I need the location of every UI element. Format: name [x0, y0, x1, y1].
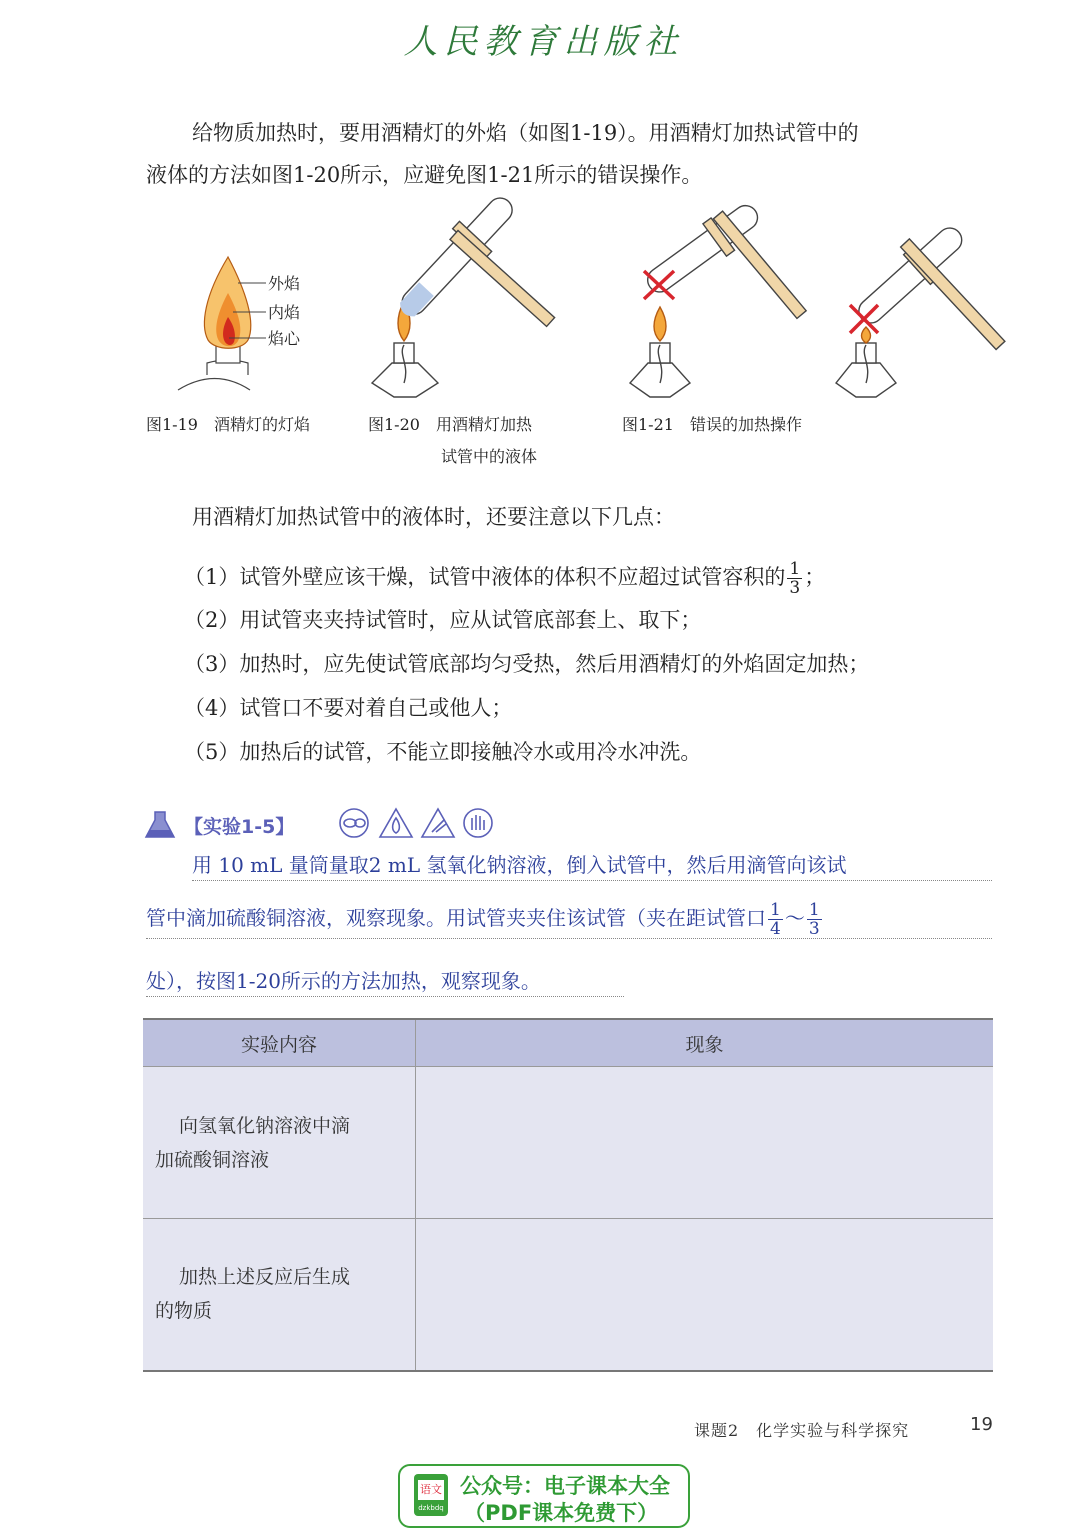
table-header-row	[143, 1019, 993, 1067]
wash-hands-icon	[464, 809, 492, 837]
intro-line-1: 给物质加热时，要用酒精灯的外焰（如图1-19）。用酒精灯加热试管中的	[192, 121, 859, 145]
wrong-heating-diagram-2	[836, 217, 1005, 397]
table-row	[143, 1067, 993, 1219]
note-item-1: （1）试管外壁应该干燥，试管中液体的体积不应超过试管容积的 $\frac{1}{3}$ ；	[184, 559, 826, 598]
caption-fig-1-21: 图1-21 错误的加热操作	[622, 415, 802, 434]
flask-icon	[144, 810, 176, 840]
table-cell-content: 向氢氧化钠溶液中滴 加硫酸铜溶液	[143, 1067, 416, 1219]
label-inner-flame: 内焰	[268, 303, 301, 322]
fraction-one-quarter: $\frac{1}{4}$	[770, 900, 781, 939]
experiment-line-2: 管中滴加硫酸铜溶液，观察现象。用试管夹夹住该试管（夹在距试管口 $\frac{1}{4}$ ～ $\frac{1}{3}$	[146, 900, 992, 939]
badge-line-1: 公众号：电子课本大全	[460, 1474, 670, 1498]
book-icon: 语文 dzkbdq	[414, 1474, 448, 1516]
hot-warning-icon	[422, 809, 454, 837]
caption-fig-1-20-line-2: 试管中的液体	[441, 447, 538, 466]
publisher-logo: 人民教育出版社	[403, 22, 684, 62]
table-cell-phenomenon[interactable]	[416, 1219, 994, 1371]
label-outer-flame: 外焰	[268, 274, 301, 293]
note-item-3: （3）加热时，应先使试管底部均匀受热，然后用酒精灯的外焰固定加热；	[184, 652, 870, 676]
intro-line-2: 液体的方法如图1-20所示，应避免图1-21所示的错误操作。	[146, 163, 703, 187]
notes-intro: 用酒精灯加热试管中的液体时，还要注意以下几点：	[192, 505, 675, 529]
wrong-heating-diagram-1	[630, 195, 806, 397]
figure-illustrations	[0, 195, 1087, 425]
table-header-content: 实验内容	[143, 1019, 416, 1067]
caption-fig-1-20-line-1: 图1-20 用酒精灯加热	[368, 415, 532, 434]
goggles-icon	[340, 809, 368, 837]
page-number: 19	[970, 1414, 993, 1435]
note-item-5: （5）加热后的试管，不能立即接触冷水或用冷水冲洗。	[184, 740, 702, 764]
table-cell-phenomenon[interactable]	[416, 1067, 994, 1219]
correct-heating-diagram	[372, 195, 555, 397]
badge-line-2: （PDF课本免费下）	[464, 1501, 659, 1525]
flame-diagram	[178, 257, 266, 390]
fraction-one-third-b: $\frac{1}{3}$	[808, 900, 820, 939]
experiment-line-1: 用 10 mL 量筒量取2 mL 氢氧化钠溶液，倒入试管中，然后用滴管向该试	[192, 850, 992, 881]
fraction-one-third: $\frac{1}{3}$	[789, 559, 801, 598]
table-row	[143, 1219, 993, 1371]
table-header-phenomenon: 现象	[416, 1019, 994, 1067]
label-flame-core: 焰心	[268, 329, 301, 348]
note-item-2: （2）用试管夹夹持试管时，应从试管底部套上、取下；	[184, 608, 702, 632]
note-item-4: （4）试管口不要对着自己或他人；	[184, 696, 513, 720]
wechat-badge[interactable]	[398, 1464, 690, 1528]
experiment-table	[143, 1018, 993, 1372]
safety-icons	[338, 806, 508, 840]
experiment-line-3: 处），按图1-20所示的方法加热，观察现象。	[146, 966, 624, 997]
caption-fig-1-19: 图1-19 酒精灯的灯焰	[146, 415, 310, 434]
table-cell-content: 加热上述反应后生成 的物质	[143, 1219, 416, 1371]
footer-section: 课题2 化学实验与科学探究	[694, 1421, 910, 1440]
flame-warning-icon	[380, 809, 412, 837]
experiment-title: 【实验1-5】	[184, 816, 295, 838]
